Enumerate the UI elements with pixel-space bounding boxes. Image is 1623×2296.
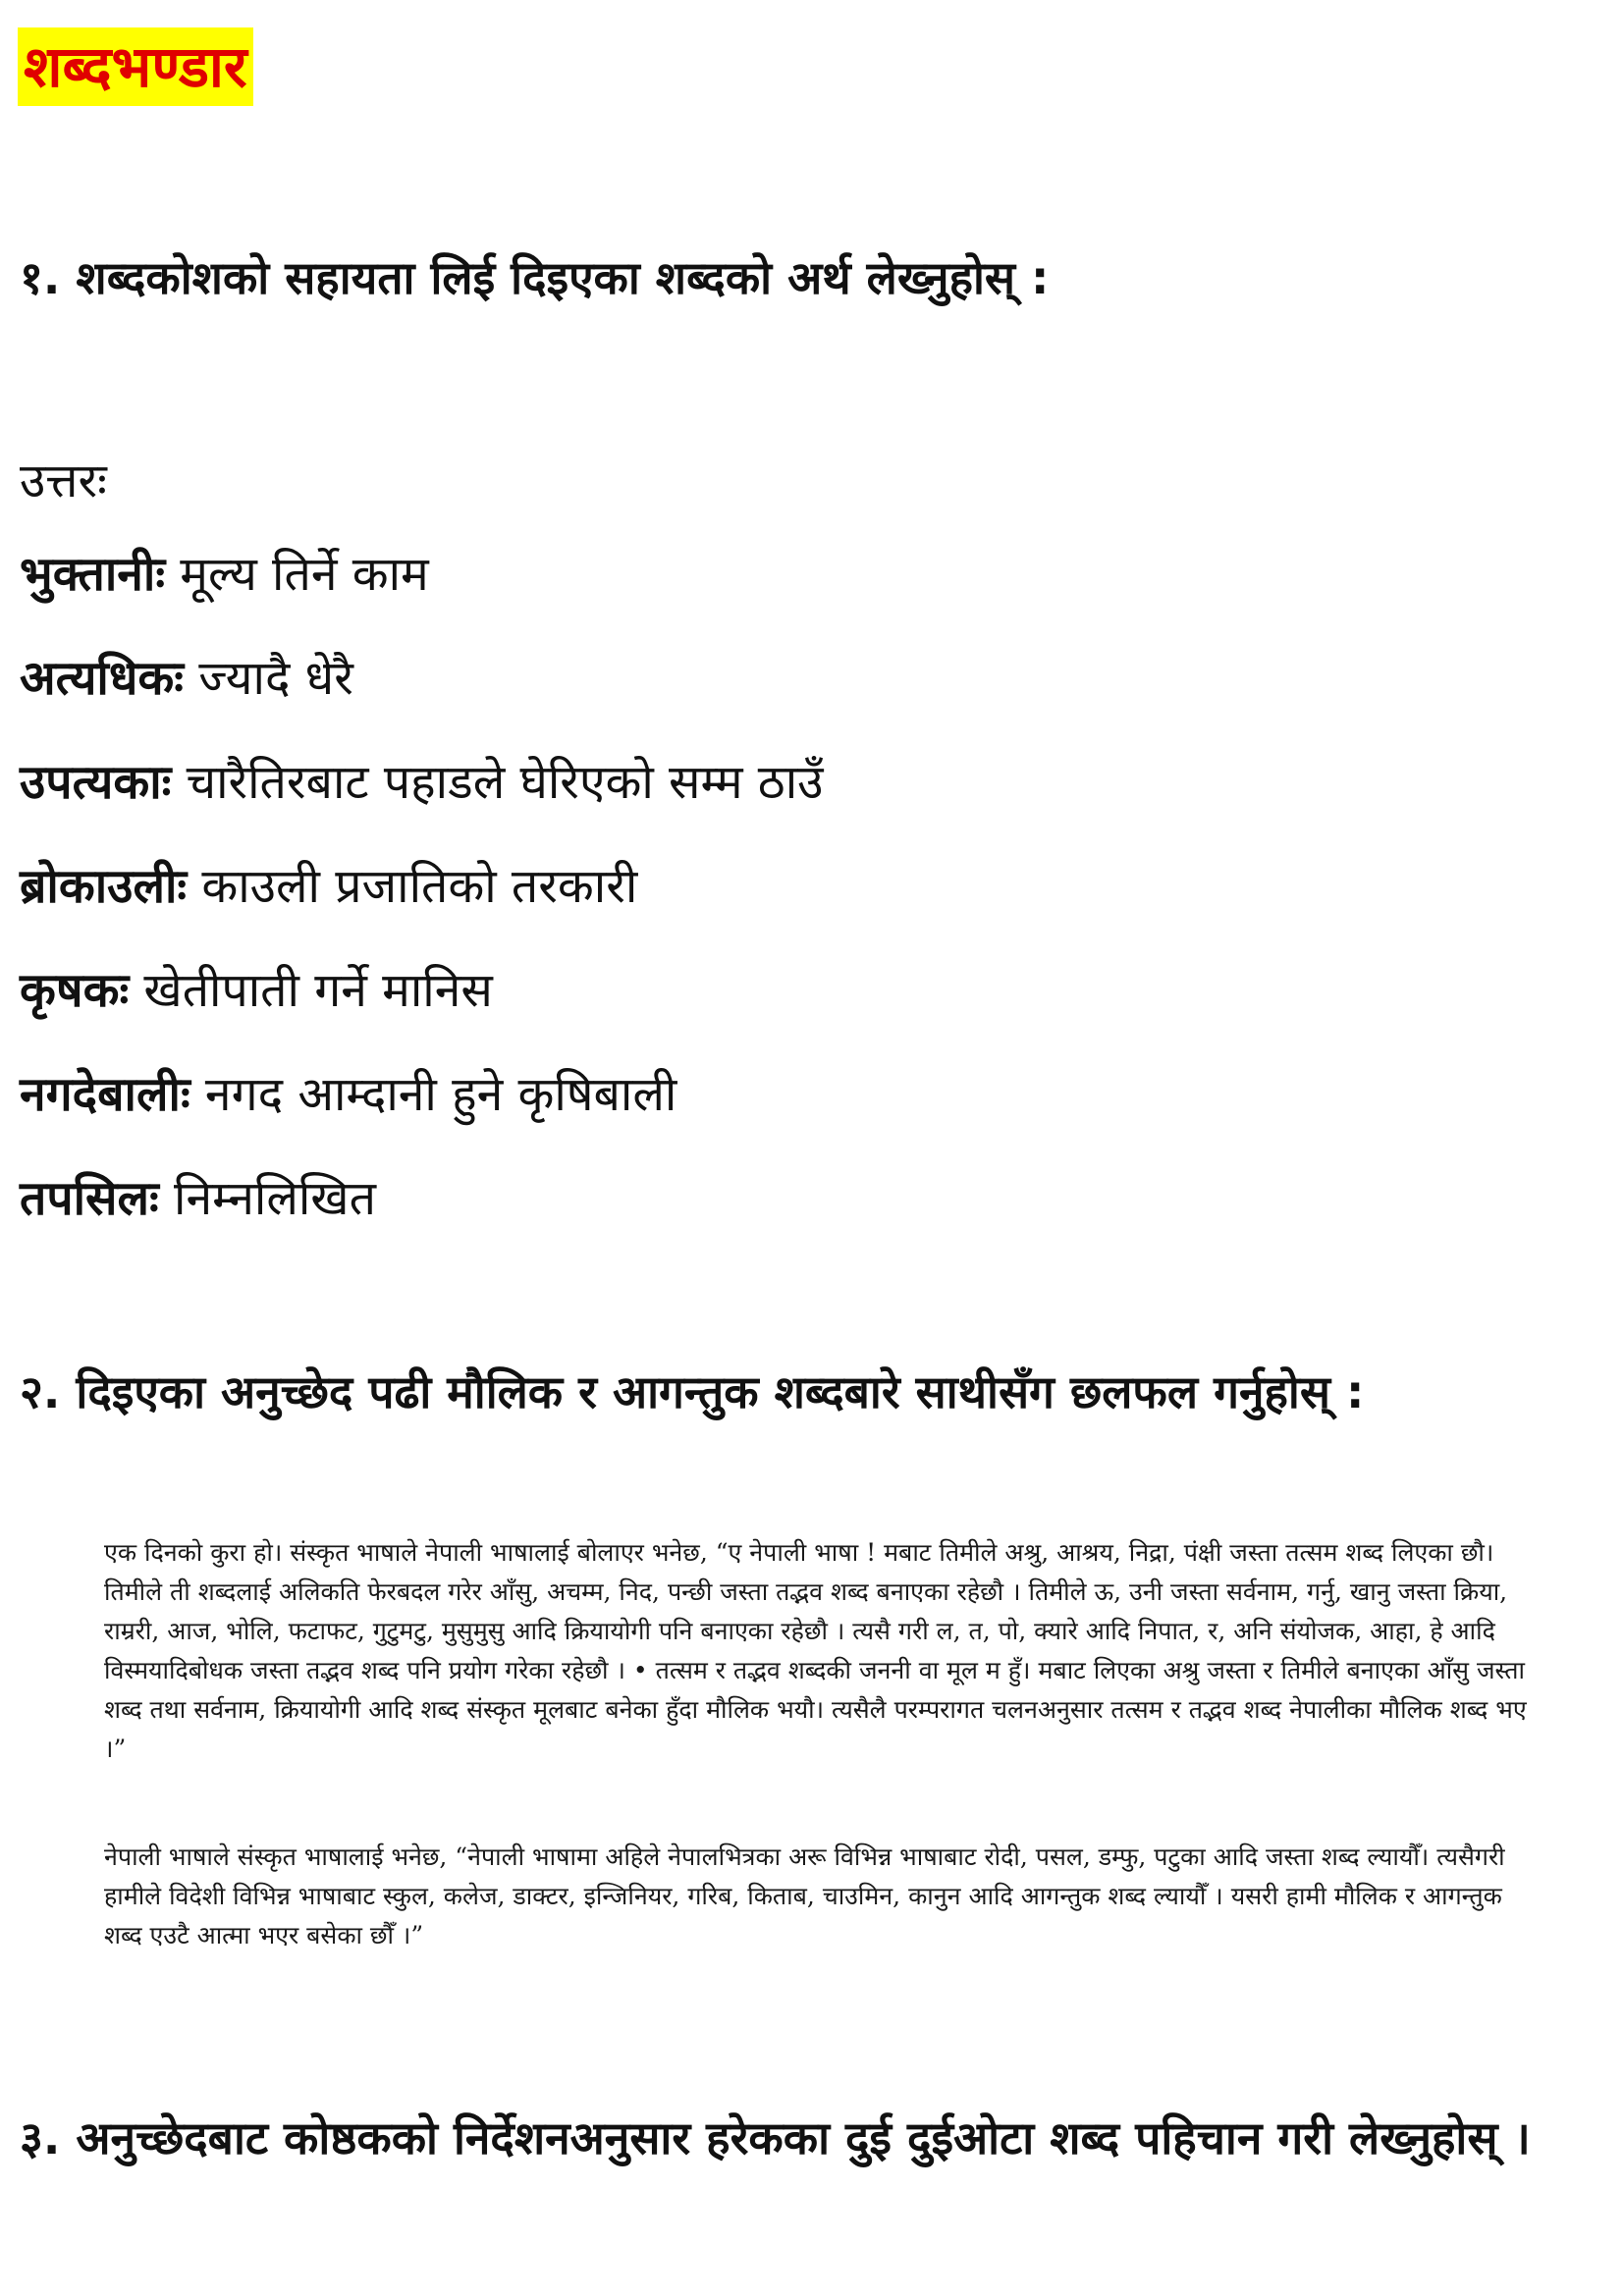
list-item xyxy=(20,644,1591,713)
word-term: उपत्यका xyxy=(20,755,172,810)
word-meaning: मूल्य तिर्ने काम xyxy=(165,547,429,602)
word-term: अत्यधिक xyxy=(20,651,184,706)
word-term: भुक्तानी xyxy=(20,547,166,602)
word-term: तपसिल xyxy=(20,1171,159,1226)
list-item xyxy=(20,1060,1591,1129)
word-term: ब्रोकाउली xyxy=(20,859,188,914)
question-2-heading: २. दिइएका अनुच्छेद पढी मौलिक र आगन्तुक शब्दबारे साथीसँग छलफल गर्नुहोस् : xyxy=(20,1365,1365,1418)
word-meaning: काउली प्रजातिको तरकारी xyxy=(187,859,638,914)
word-term: नगदेबाली xyxy=(20,1067,190,1122)
question-3-heading: ३. अनुच्छेदबाट कोष्ठकको निर्देशनअनुसार हरेकका दुई दुईओटा शब्द पहिचान गरी लेख्नुहोस् । xyxy=(20,2111,1531,2164)
word-meaning: ज्यादै धेरै xyxy=(183,651,353,706)
question-1-heading: १. शब्दकोशको सहायता लिई दिइएका शब्दको अर्थ लेख्नुहोस् : xyxy=(20,251,1050,304)
list-item xyxy=(20,852,1591,921)
word-meaning-list xyxy=(20,540,1591,1268)
answer-label: उत्तरः xyxy=(20,454,107,508)
passage-paragraph-1: एक दिनको कुरा हो। संस्कृत भाषाले नेपाली भाषालाई बोलाएर भनेछ, “ए नेपाली भाषा ! मबाट तिमीले अश्रु, आश्रय, निद्रा, पंक्षी जस्ता तत्सम शब्द लिएका छौ। तिमीले ती शब्दलाई अलिकति फेरबदल गरेर आँसु, अचम्म, निद, पन्छी जस्ता तद्भव शब्द बनाएका रहेछौ । तिमीले ऊ, उनी जस्ता सर्वनाम, गर्नु, खानु जस्ता क्रिया, राम्ररी, आज, भोलि, फटाफट, गुटुमटु, मुसुमुसु आदि क्रियायोगी पनि बनाएका रहेछौ । त्यसै गरी ल, त, पो, क्यारे आदि निपात, र, अनि संयोजक, आहा, हे आदि विस्मयादिबोधक जस्ता तद्भव शब्द पनि प्रयोग गरेका रहेछौ । • तत्सम र तद्भव शब्दकी जननी वा मूल म हुँ। मबाट लिएका अश्रु जस्ता र तिमीले बनाएका आँसु जस्ता शब्द तथा सर्वनाम, क्रियायोगी आदि शब्द संस्कृत मूलबाट बनेका हुँदा मौलिक भयौ। त्यसैलै परम्परागत चलनअनुसार तत्सम र तद्भव शब्द नेपालीका मौलिक शब्द भए ।” xyxy=(104,1538,1527,1763)
word-meaning: निम्नलिखित xyxy=(158,1171,376,1226)
list-item xyxy=(20,748,1591,817)
word-term: कृषक xyxy=(20,963,130,1018)
word-meaning: खेतीपाती गर्ने मानिस xyxy=(129,963,493,1018)
passage-paragraph-2: नेपाली भाषाले संस्कृत भाषालाई भनेछ, “नेपाली भाषामा अहिले नेपालभित्रका अरू विभिन्न भाषाबाट रोदी, पसल, डम्फु, पटुका आदि जस्ता शब्द ल्यायौँ। त्यसैगरी हामीले विदेशी विभिन्न भाषाबाट स्कुल, कलेज, डाक्टर, इन्जिनियर, गरिब, किताब, चाउमिन, कानुन आदि आगन्तुक शब्द ल्यायौँ । यसरी हामी मौलिक र आगन्तुक शब्द एउटै आत्मा भएर बसेका छौँ ।” xyxy=(104,1842,1505,1949)
page-title: शब्दभण्डार xyxy=(18,27,253,106)
word-meaning: चारैतिरबाट पहाडले घेरिएको सम्म ठाउँ xyxy=(171,755,824,810)
list-item xyxy=(20,1164,1591,1233)
list-item xyxy=(20,540,1591,609)
word-meaning: नगद आम्दानी हुने कृषिबाली xyxy=(189,1067,677,1122)
list-item xyxy=(20,956,1591,1025)
